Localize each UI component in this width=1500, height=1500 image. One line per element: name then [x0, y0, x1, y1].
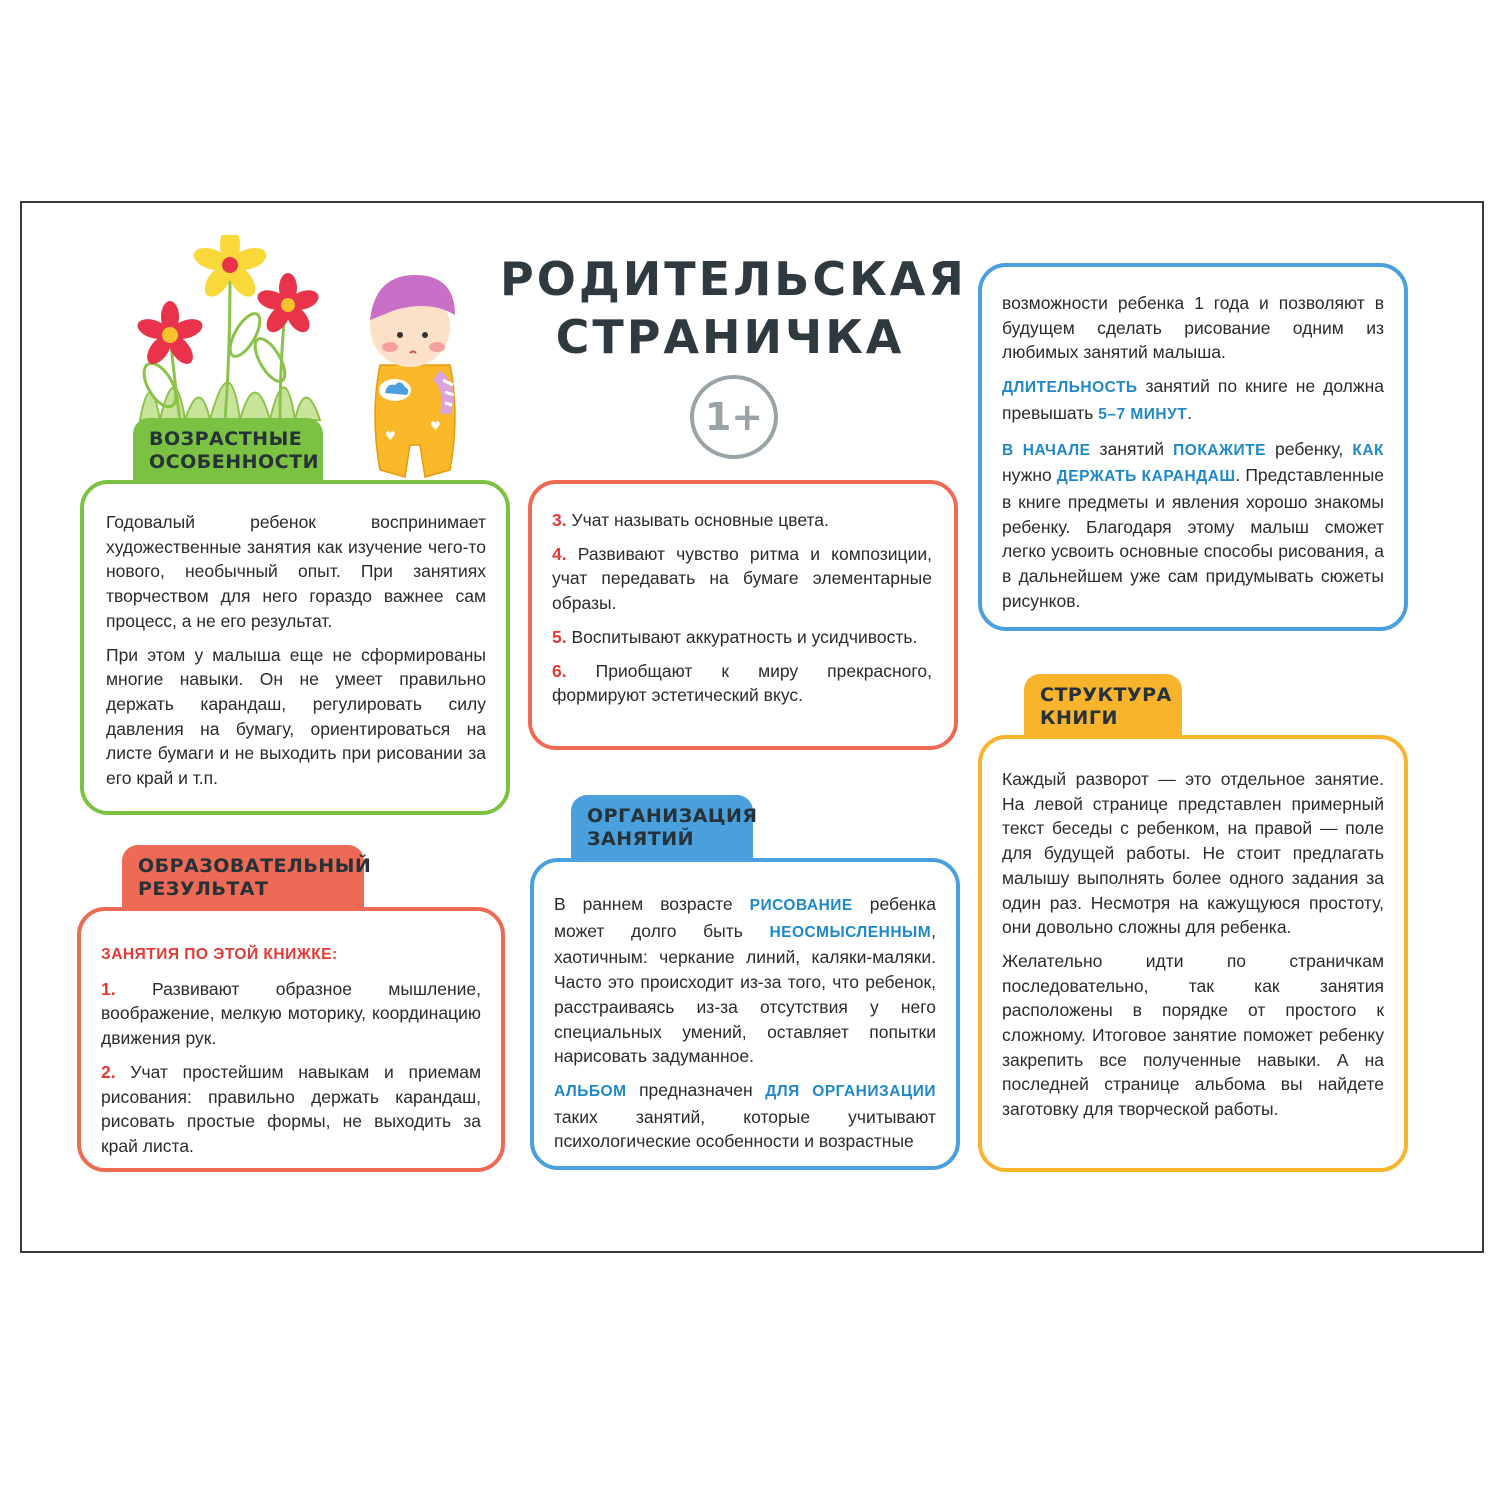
flowers-illustration [130, 235, 330, 425]
item-number: 4. [552, 543, 567, 564]
tab-line: КНИГИ [1040, 707, 1118, 729]
highlight: ПОКАЖИТЕ [1173, 441, 1266, 459]
age-badge: 1+ [690, 375, 778, 459]
paragraph: возможности ребенка 1 года и позволяют в будущем сделать рисование одним из любимых занятий малыша. [1002, 293, 1384, 363]
intro-text: ЗАНЯТИЯ ПО ЭТОЙ КНИЖКЕ: [101, 946, 338, 963]
svg-text:♥: ♥ [385, 429, 396, 443]
item-number: 5. [552, 626, 567, 647]
tab-line: ВОЗРАСТНЫЕ [149, 428, 303, 450]
text-run: , хаотичным: черкание линий, каляки-маляки. Часто это происходит из-за того, что ребенок, расстраиваясь из-за отсутствия у него специальных умений, оставляет попытки нарисовать задуманное. [554, 920, 936, 1067]
paragraph [1002, 437, 1384, 614]
tab-structure [1024, 674, 1182, 739]
organization-box [530, 858, 960, 1170]
highlight: НЕОСМЫСЛЕННЫМ [769, 923, 932, 941]
tab-age-features [133, 418, 323, 483]
highlight: ДЕРЖАТЬ КАРАНДАШ [1056, 468, 1236, 486]
item-text: Воспитывают аккуратность и усидчивость. [571, 626, 918, 647]
text-run: . Представленные в книге предметы и явления хорошо знакомы ребенку. Благодаря этому малыш сможет легко усвоить основные способы рисования, а в дальнейшем уже сам придумывать сюжеты рисунков. [1002, 465, 1385, 611]
text-run: нужно [1002, 465, 1057, 486]
tab-organization [571, 795, 758, 860]
list-item [552, 625, 932, 650]
item-number: 6. [552, 660, 567, 681]
educational-result-continuation-box [528, 480, 958, 750]
item-number: 3. [552, 510, 567, 530]
structure-box [978, 735, 1408, 1172]
list-item [101, 1060, 481, 1159]
intro [101, 941, 481, 968]
svg-text:♥: ♥ [430, 419, 441, 433]
page-title [500, 250, 967, 366]
item-number: 1. [101, 978, 116, 999]
organization-continuation-box [978, 263, 1408, 631]
highlight: АЛЬБОМ [554, 1082, 627, 1100]
highlight: КАК [1352, 441, 1385, 459]
list-item [552, 508, 932, 533]
text-run: занятий по книге не должна превышать [1002, 376, 1384, 423]
list-item [552, 659, 932, 708]
highlight: ДЛИТЕЛЬНОСТЬ [1002, 379, 1138, 397]
text-run: В раннем возрасте [554, 894, 750, 914]
text-run: таких занятий, которые учитывают психологические особенности и возрастные [554, 1106, 936, 1152]
highlight: 5–7 МИНУТ [1098, 405, 1188, 423]
tab-line: ОБРАЗОВАТЕЛЬНЫЙ [138, 855, 372, 877]
item-text: Учат называть основные цвета. [571, 510, 829, 530]
tab-line: ЗАНЯТИЙ [587, 828, 694, 850]
paragraph: Каждый разворот — это отдельное занятие. На левой странице представлен примерный текст беседы с ребенком, на правой — поле для будущей работы. Не стоит предлагать малышу выполнять более одного задания за один раз. Несмотря на кажущуюся простоту, они довольно сложны для ребенка. [1002, 769, 1384, 938]
text-run: . [1187, 402, 1193, 423]
baby-illustration [355, 255, 475, 485]
educational-result-box [77, 907, 505, 1172]
svg-text:♥: ♥ [410, 449, 421, 463]
title-line-1: РОДИТЕЛЬСКАЯ [500, 252, 967, 306]
text-run: предназначен [626, 1079, 766, 1100]
list-item [552, 542, 932, 616]
highlight: РИСОВАНИЕ [749, 897, 853, 914]
item-text: Развивают образное мышление, воображение, мелкую моторику, координацию движения рук. [101, 978, 481, 1049]
paragraph: При этом у малыша еще не сформированы многие навыки. Он не умеет правильно держать карандаш, регулировать силу давления на бумагу, ориентироваться на листе бумаги и не выходить при рисовании за его край и т.п. [106, 644, 486, 789]
item-text: Учат простейшим навыкам и приемам рисования: правильно держать карандаш, рисовать простые формы, не выходить за край листа. [101, 1061, 481, 1156]
paragraph: Годовалый ребенок воспринимает художественные занятия как изучение чего-то нового, необычный опыт. При занятиях творчеством для него гораздо важнее сам процесс, а не его результат. [106, 512, 486, 631]
tab-line: РЕЗУЛЬТАТ [138, 878, 269, 900]
highlight: В НАЧАЛЕ [1002, 441, 1091, 459]
highlight: ДЛЯ ОРГАНИЗАЦИИ [765, 1082, 937, 1100]
paragraph [554, 892, 936, 1069]
text-run: занятий [1090, 438, 1174, 459]
text-run: ребенку, [1265, 438, 1353, 459]
age-features-box [80, 480, 510, 815]
text-run: ребенка может долго быть [554, 894, 936, 941]
tab-educational-result [122, 845, 372, 910]
item-text: Приобщают к миру прекрасного, формируют эстетический вкус. [552, 660, 932, 706]
tab-line: ОСОБЕННОСТИ [149, 451, 319, 473]
list-item [101, 977, 481, 1051]
paragraph [554, 1078, 936, 1154]
tab-line: СТРУКТУРА [1040, 684, 1172, 706]
paragraph: Желательно идти по страничкам последовательно, так как занятия расположены в порядке от простого к сложному. Итоговое занятие поможет ребенку закрепить все полученные навыки. А на последней странице альбома вы найдете заготовку для творческой работы. [1002, 950, 1384, 1120]
item-text: Развивают чувство ритма и композиции, учат передавать на бумаге элементарные образы. [552, 543, 932, 614]
title-line-2: СТРАНИЧКА [555, 310, 905, 364]
tab-line: ОРГАНИЗАЦИЯ [587, 805, 758, 827]
paragraph [1002, 374, 1384, 427]
item-number: 2. [101, 1061, 116, 1082]
